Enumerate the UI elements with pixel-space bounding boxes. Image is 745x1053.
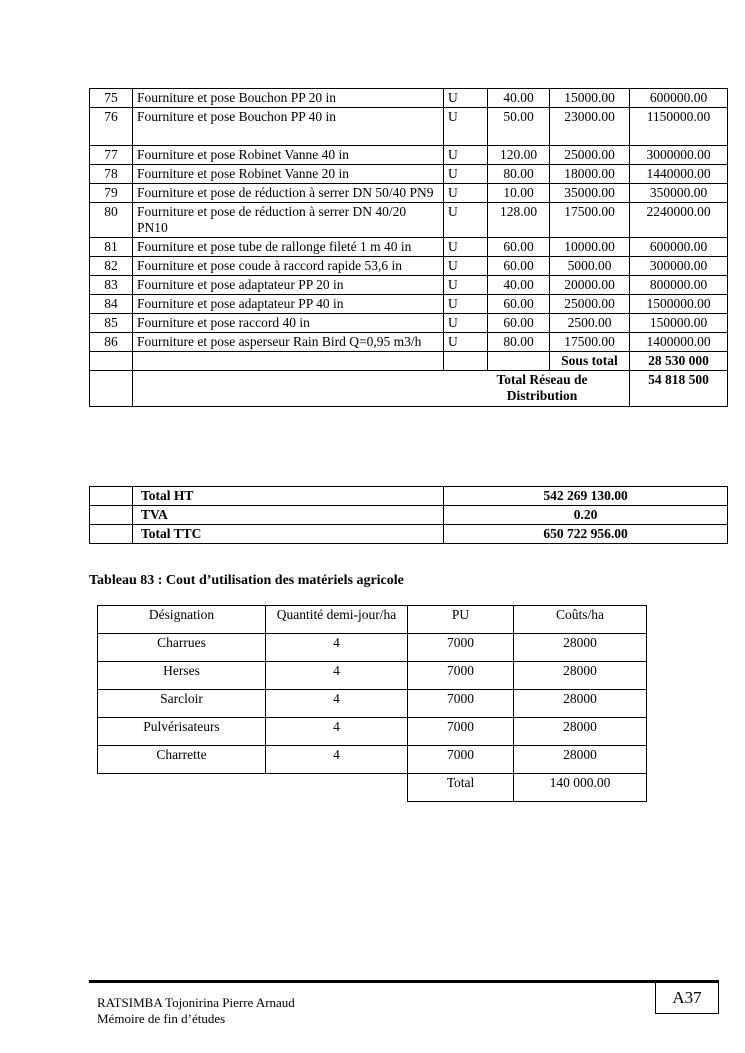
total-label: Total bbox=[408, 774, 514, 802]
item-quantity: 80.00 bbox=[488, 333, 550, 352]
item-unit-price: 25000.00 bbox=[550, 295, 630, 314]
column-header: Quantité demi-jour/ha bbox=[266, 606, 408, 634]
item-unit-price: 25000.00 bbox=[550, 146, 630, 165]
empty-cell bbox=[488, 352, 550, 371]
item-designation: Fourniture et pose tube de rallonge fileté 1 m 40 in bbox=[133, 238, 444, 257]
item-number: 80 bbox=[90, 203, 133, 238]
table-row bbox=[98, 718, 647, 746]
table-cell: 4 bbox=[266, 718, 408, 746]
item-unit: U bbox=[444, 295, 488, 314]
item-unit: U bbox=[444, 89, 488, 108]
item-designation: Fourniture et pose de réduction à serrer DN 40/20 PN10 bbox=[133, 203, 444, 238]
item-number: 86 bbox=[90, 333, 133, 352]
item-unit: U bbox=[444, 108, 488, 146]
empty-cell bbox=[90, 487, 133, 506]
item-unit: U bbox=[444, 165, 488, 184]
item-number: 84 bbox=[90, 295, 133, 314]
item-number: 76 bbox=[90, 108, 133, 146]
item-number: 82 bbox=[90, 257, 133, 276]
totals-label: Total HT bbox=[133, 487, 444, 506]
table-row bbox=[90, 203, 728, 238]
table-row bbox=[90, 108, 728, 146]
item-number: 77 bbox=[90, 146, 133, 165]
item-designation: Fourniture et pose adaptateur PP 40 in bbox=[133, 295, 444, 314]
totals-label: Total TTC bbox=[133, 525, 444, 544]
item-unit-price: 20000.00 bbox=[550, 276, 630, 295]
item-unit: U bbox=[444, 314, 488, 333]
table-row bbox=[90, 314, 728, 333]
item-quantity: 120.00 bbox=[488, 146, 550, 165]
item-unit-price: 2500.00 bbox=[550, 314, 630, 333]
table-cell: Sarcloir bbox=[98, 690, 266, 718]
totals-value: 542 269 130.00 bbox=[444, 487, 728, 506]
empty-cell bbox=[90, 525, 133, 544]
item-number: 81 bbox=[90, 238, 133, 257]
table-row bbox=[90, 184, 728, 203]
item-amount: 1400000.00 bbox=[630, 333, 728, 352]
totals-table bbox=[89, 486, 728, 544]
table-row bbox=[98, 662, 647, 690]
empty-cell bbox=[90, 506, 133, 525]
subtotal-label: Sous total bbox=[550, 352, 630, 371]
totals-label: TVA bbox=[133, 506, 444, 525]
table-row bbox=[90, 146, 728, 165]
totals-value: 0.20 bbox=[444, 506, 728, 525]
page-number: A37 bbox=[655, 982, 719, 1014]
table-cell: Pulvérisateurs bbox=[98, 718, 266, 746]
table-row bbox=[90, 333, 728, 352]
item-designation: Fourniture et pose Robinet Vanne 40 in bbox=[133, 146, 444, 165]
item-designation: Fourniture et pose asperseur Rain Bird Q=0,95 m3/h bbox=[133, 333, 444, 352]
item-amount: 600000.00 bbox=[630, 238, 728, 257]
table-cell: 4 bbox=[266, 634, 408, 662]
equipment-cost-table bbox=[97, 605, 647, 802]
table-row bbox=[90, 276, 728, 295]
item-number: 79 bbox=[90, 184, 133, 203]
item-unit-price: 17500.00 bbox=[550, 203, 630, 238]
item-unit-price: 5000.00 bbox=[550, 257, 630, 276]
table-row bbox=[90, 89, 728, 108]
item-unit-price: 18000.00 bbox=[550, 165, 630, 184]
table-cell: 7000 bbox=[408, 746, 514, 774]
table-cell: 28000 bbox=[514, 690, 647, 718]
table-cell: 4 bbox=[266, 746, 408, 774]
item-amount: 2240000.00 bbox=[630, 203, 728, 238]
network-total-row bbox=[90, 371, 728, 407]
footer-author-block bbox=[97, 995, 295, 1027]
budget-table bbox=[89, 88, 728, 407]
item-quantity: 60.00 bbox=[488, 238, 550, 257]
item-unit: U bbox=[444, 184, 488, 203]
totals-row bbox=[90, 487, 728, 506]
item-amount: 1440000.00 bbox=[630, 165, 728, 184]
table-row bbox=[90, 295, 728, 314]
table-cell: 4 bbox=[266, 662, 408, 690]
item-designation: Fourniture et pose Robinet Vanne 20 in bbox=[133, 165, 444, 184]
item-designation: Fourniture et pose adaptateur PP 20 in bbox=[133, 276, 444, 295]
network-total-label: Total Réseau de Distribution bbox=[496, 372, 588, 403]
empty-cell bbox=[266, 774, 408, 802]
table-cell: 28000 bbox=[514, 634, 647, 662]
item-designation: Fourniture et pose coude à raccord rapide 53,6 in bbox=[133, 257, 444, 276]
table-cell: Charrette bbox=[98, 746, 266, 774]
table-cell: 28000 bbox=[514, 746, 647, 774]
table-cell: 28000 bbox=[514, 718, 647, 746]
item-designation: Fourniture et pose Bouchon PP 20 in bbox=[133, 89, 444, 108]
item-unit: U bbox=[444, 203, 488, 238]
column-header: Désignation bbox=[98, 606, 266, 634]
header-row bbox=[98, 606, 647, 634]
item-unit-price: 15000.00 bbox=[550, 89, 630, 108]
document-type: Mémoire de fin d’études bbox=[97, 1011, 226, 1026]
author-name: RATSIMBA Tojonirina Pierre Arnaud bbox=[97, 995, 295, 1010]
item-unit-price: 17500.00 bbox=[550, 333, 630, 352]
total-row bbox=[98, 774, 647, 802]
table-cell: 28000 bbox=[514, 662, 647, 690]
totals-row bbox=[90, 525, 728, 544]
item-unit: U bbox=[444, 146, 488, 165]
item-quantity: 40.00 bbox=[488, 89, 550, 108]
table-row bbox=[90, 257, 728, 276]
table-cell: Charrues bbox=[98, 634, 266, 662]
item-quantity: 10.00 bbox=[488, 184, 550, 203]
empty-cell bbox=[90, 371, 133, 407]
item-number: 75 bbox=[90, 89, 133, 108]
table-row bbox=[90, 165, 728, 184]
item-unit-price: 35000.00 bbox=[550, 184, 630, 203]
table-cell: 7000 bbox=[408, 662, 514, 690]
item-unit: U bbox=[444, 276, 488, 295]
item-designation: Fourniture et pose raccord 40 in bbox=[133, 314, 444, 333]
totals-row bbox=[90, 506, 728, 525]
item-quantity: 128.00 bbox=[488, 203, 550, 238]
item-quantity: 50.00 bbox=[488, 108, 550, 146]
item-amount: 1500000.00 bbox=[630, 295, 728, 314]
table-row bbox=[98, 690, 647, 718]
item-amount: 150000.00 bbox=[630, 314, 728, 333]
item-amount: 350000.00 bbox=[630, 184, 728, 203]
item-number: 85 bbox=[90, 314, 133, 333]
table-row bbox=[90, 238, 728, 257]
table-cell: 7000 bbox=[408, 690, 514, 718]
empty-cell bbox=[133, 352, 444, 371]
item-quantity: 40.00 bbox=[488, 276, 550, 295]
table-caption: Tableau 83 : Cout d’utilisation des matériels agricole bbox=[89, 573, 404, 588]
item-amount: 1150000.00 bbox=[630, 108, 728, 146]
table-cell: 4 bbox=[266, 690, 408, 718]
item-amount: 300000.00 bbox=[630, 257, 728, 276]
item-amount: 800000.00 bbox=[630, 276, 728, 295]
item-amount: 3000000.00 bbox=[630, 146, 728, 165]
item-quantity: 60.00 bbox=[488, 295, 550, 314]
item-unit-price: 23000.00 bbox=[550, 108, 630, 146]
table-cell: 7000 bbox=[408, 634, 514, 662]
item-number: 83 bbox=[90, 276, 133, 295]
empty-cell bbox=[444, 352, 488, 371]
network-total-label-cell bbox=[133, 371, 630, 407]
item-quantity: 60.00 bbox=[488, 257, 550, 276]
empty-cell bbox=[90, 352, 133, 371]
item-unit: U bbox=[444, 257, 488, 276]
item-unit: U bbox=[444, 333, 488, 352]
column-header: PU bbox=[408, 606, 514, 634]
item-quantity: 60.00 bbox=[488, 314, 550, 333]
total-value: 140 000.00 bbox=[514, 774, 647, 802]
table-row bbox=[98, 634, 647, 662]
item-amount: 600000.00 bbox=[630, 89, 728, 108]
item-unit-price: 10000.00 bbox=[550, 238, 630, 257]
item-designation: Fourniture et pose de réduction à serrer DN 50/40 PN9 bbox=[133, 184, 444, 203]
empty-cell bbox=[98, 774, 266, 802]
item-number: 78 bbox=[90, 165, 133, 184]
table-cell: Herses bbox=[98, 662, 266, 690]
table-cell: 7000 bbox=[408, 718, 514, 746]
totals-value: 650 722 956.00 bbox=[444, 525, 728, 544]
item-designation: Fourniture et pose Bouchon PP 40 in bbox=[133, 108, 444, 146]
item-unit: U bbox=[444, 238, 488, 257]
item-quantity: 80.00 bbox=[488, 165, 550, 184]
subtotal-value: 28 530 000 bbox=[630, 352, 728, 371]
network-total-value: 54 818 500 bbox=[630, 371, 728, 407]
subtotal-row bbox=[90, 352, 728, 371]
column-header: Coûts/ha bbox=[514, 606, 647, 634]
footer-divider bbox=[89, 980, 719, 983]
table-row bbox=[98, 746, 647, 774]
